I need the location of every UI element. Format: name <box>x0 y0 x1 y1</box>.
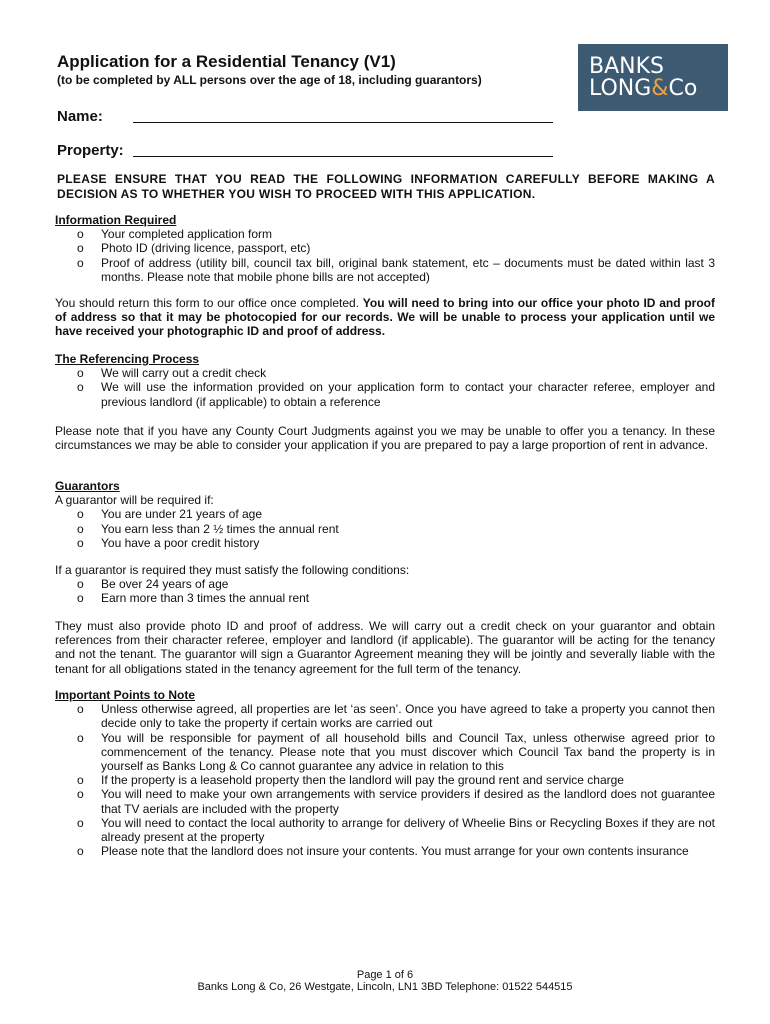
property-field[interactable] <box>133 156 553 157</box>
section-heading: Guarantors <box>55 479 120 493</box>
important-points-section <box>55 688 715 858</box>
referencing-section <box>55 352 715 409</box>
guarantor-intro: A guarantor will be required if: <box>55 493 214 508</box>
list-item: o You will need to make your own arrangements with service providers if desired as the landlord does not guarantee that TV aerials are included with the property <box>77 787 715 816</box>
info-list <box>55 227 715 284</box>
list-item: o You will be responsible for payment of all household bills and Council Tax, unless otherwise agreed prior to commencement of the tenancy. Please note that you must discover which Council Tax band the property is in yourself as Banks Long & Co cannot guarantee any advice in relation to this <box>77 730 715 774</box>
list-item: o Photo ID (driving licence, passport, etc) <box>77 241 311 256</box>
section-heading: The Referencing Process <box>55 352 200 366</box>
page-subtitle: (to be completed by ALL persons over the age of 18, including guarantors) <box>57 73 482 87</box>
list-item: o You earn less than 2 ½ times the annual rent <box>77 521 339 536</box>
ccj-note: Please note that if you have any County Court Judgments against you we may be unable to offer you a tenancy. In these circumstances we may be able to consider your application if you are prepared to pay a large proportion of rent in advance. <box>55 424 715 453</box>
list-item: o We will use the information provided on your application form to contact your character referee, employer and previous landlord (if applicable) to obtain a reference <box>77 380 715 409</box>
name-field[interactable] <box>133 122 553 123</box>
list-item: o Your completed application form <box>77 227 272 242</box>
banks-long-logo <box>578 44 728 111</box>
list-item: o Unless otherwise agreed, all properties are let ‘as seen’. Once you have agreed to take a property you cannot then decide only to take the property if certain works are carried out <box>77 702 715 731</box>
property-label: Property: <box>57 142 124 159</box>
list-item: o You will need to contact the local authority to arrange for delivery of Wheelie Bins or Recycling Boxes if they are not already present at the property <box>77 815 715 845</box>
section-heading: Information Required <box>55 213 177 227</box>
guarantor-conditions: If a guarantor is required they must satisfy the following conditions: o Be over 24 years of age o Earn more than 3 times the annual rent <box>55 563 715 606</box>
section-heading: Important Points to Note <box>55 688 195 702</box>
page-number: Page 1 of 6 <box>356 969 414 981</box>
list-item: o You have a poor credit history <box>77 535 260 550</box>
list-item: o Please note that the landlord does not insure your contents. You must arrange for your own contents insurance <box>77 844 689 859</box>
document-page <box>55 0 715 1024</box>
logo-line-2: LONG&Co <box>589 76 698 101</box>
information-required-section <box>55 213 715 284</box>
return-instructions: You should return this form to our office once completed. You will need to bring into our office your photo ID and proof of address so that it may be photocopied for our records. We will be unable to process your application until we have received your photographic ID and proof of address. <box>55 296 715 339</box>
guarantor-paragraph: They must also provide photo ID and proof of address. We will carry out a credit check on your guarantor and obtain references from their character referee, employer and landlord (if applicable). The guarantor will be acting for the tenancy and not the tenant. The guarantor will sign a Guarantor Agreement meaning they will be jointly and severally liable with the tenant for all obligations stated in the tenancy agreement for the full term of the tenancy. <box>55 619 715 676</box>
list-item: o We will carry out a credit check <box>77 366 267 381</box>
name-label: Name: <box>57 108 103 125</box>
important-notice: PLEASE ENSURE THAT YOU READ THE FOLLOWING INFORMATION CAREFULLY BEFORE MAKING A DECISION AS TO WHETHER YOU WISH TO PROCEED WITH THIS APPLICATION. <box>57 172 715 201</box>
list-item: o Proof of address (utility bill, council tax bill, original bank statement, etc – documents must be dated within last 3 months. Please note that mobile phone bills are not accepted) <box>77 255 715 284</box>
footer-address: Banks Long & Co, 26 Westgate, Lincoln, LN1 3BD Telephone: 01522 544515 <box>197 981 573 993</box>
page-title: Application for a Residential Tenancy (V1) <box>57 52 396 71</box>
list-item: o Be over 24 years of age <box>77 577 229 592</box>
list-item: o Earn more than 3 times the annual rent <box>77 591 310 606</box>
list-item: o If the property is a leasehold property then the landlord will pay the ground rent and service charge <box>77 773 624 788</box>
guarantors-section <box>55 479 715 550</box>
list-item: o You are under 21 years of age <box>77 507 263 522</box>
logo-line-1: BANKS <box>589 54 664 79</box>
